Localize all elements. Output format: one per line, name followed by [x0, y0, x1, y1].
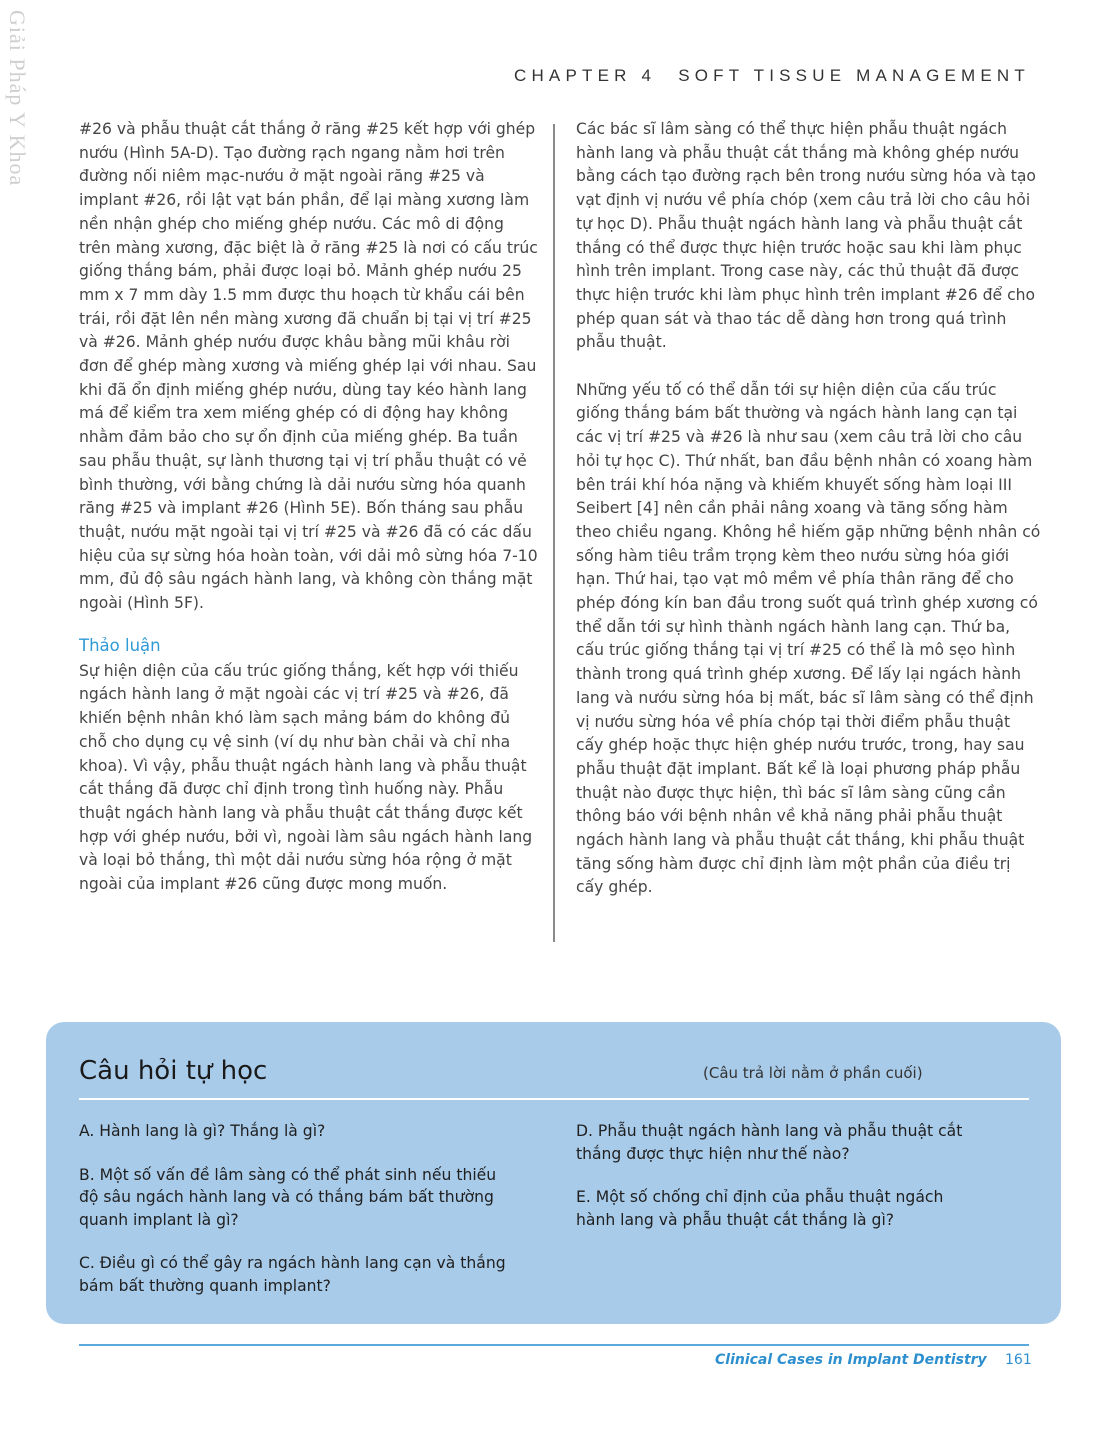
left-column — [79, 118, 539, 897]
self-study-divider — [79, 1098, 1029, 1100]
body-paragraph: Các bác sĩ lâm sàng có thể thực hiện phẫu thuật ngách hành lang và phẫu thuật cắt thắng mà không ghép nướu bằng cách tạo đường rạch bên trong nướu sừng hóa và tạo vạt định vị nướu về phía chóp (xem câu trả lời cho câu hỏi tự học D). Phẫu thuật ngách hành lang và phẫu thuật cắt thắng có thể được thực hiện trước hoặc sau khi làm phục hình trên implant. Trong case này, các thủ thuật đã được thực hiện trước khi làm phục hình trên implant #26 để cho phép quan sát và thao tác dễ dàng hơn trong quá trình phẫu thuật. — [576, 120, 1036, 352]
chapter-title: SOFT TISSUE MANAGEMENT — [678, 66, 1030, 85]
body-paragraph: Sự hiện diện của cấu trúc giống thắng, kết hợp với thiếu ngách hành lang ở mặt ngoài các vị trí #25 và #26, đã khiến bệnh nhân khó làm sạch mảng bám do không đủ chỗ cho dụng cụ vệ sinh (ví dụ như bàn chải và chỉ nha khoa). Vì vậy, phẫu thuật ngách hành lang và phẫu thuật cắt thắng đã được chỉ định trong tình huống này. Phẫu thuật ngách hành lang và phẫu thuật cắt thắng được kết hợp với ghép nướu, bởi vì, ngoài làm sâu ngách hành lang và loại bỏ thắng, thì một dải nướu sừng hóa rộng ở mặt ngoài của implant #26 cũng được mong muốn. — [79, 661, 533, 894]
question-item: B. Một số vấn đề lâm sàng có thể phát sinh nếu thiếu độ sâu ngách hành lang và có thắng bám bất thường quanh implant là gì? — [79, 1165, 497, 1229]
question-item: C. Điều gì có thể gây ra ngách hành lang cạn và thắng bám bất thường quanh implant? — [79, 1254, 506, 1295]
chapter-number: CHAPTER 4 — [513, 66, 657, 85]
body-paragraph: #26 và phẫu thuật cắt thắng ở răng #25 kết hợp với ghép nướu (Hình 5A-D). Tạo đường rạch ngang nằm hơi trên đường nối niêm mạc-nướu ở mặt ngoài răng #25 và implant #26, rồi lật vạt bán phần, để lại màng xương làm nền nhận ghép cho miếng ghép nướu. Các mô di động trên màng xương, đặc biệt là ở răng #25 là nơi có cấu trúc giống thắng bám, phải được loại bỏ. Mảnh ghép nướu 25 mm x 7 mm dày 1.5 mm được thu hoạch từ khẩu cái bên trái, rồi đặt lên nền màng xương đã chuẩn bị tại vị trí #25 và #26. Mảnh ghép nướu được khâu bằng mũi khâu rời đơn để ghép màng xương và miếng ghép lại với nhau. Sau khi đã ổn định miếng ghép nướu, dùng tay kéo hành lang má để kiểm tra xem miếng ghép có di động hay không nhằm đảm bảo cho sự ổn định của miếng ghép. Ba tuần sau phẫu thuật, sự lành thương tại vị trí phẫu thuật có vẻ bình thường, với bằng chứng là dải nướu sừng hóa quanh răng #25 và implant #26 (Hình 5E). Bốn tháng sau phẫu thuật, nướu mặt ngoài tại vị trí #25 và #26 đã có các dấu hiệu của sự sừng hóa hoàn toàn, với dải mô sừng hóa 7-10 mm, đủ độ sâu ngách hành lang, và không còn thắng mặt ngoài (Hình 5F). — [79, 120, 538, 613]
questions-right-column — [576, 1120, 966, 1252]
watermark-text: Giải Pháp Y Khoa — [5, 10, 30, 187]
footer-book-title: Clinical Cases in Implant Dentistry — [715, 1352, 987, 1368]
footer-divider — [79, 1344, 1029, 1346]
questions-left-column — [79, 1120, 509, 1318]
column-divider — [553, 124, 555, 942]
question-item: D. Phẫu thuật ngách hành lang và phẫu thuật cắt thắng được thực hiện như thế nào? — [576, 1122, 963, 1163]
self-study-box — [46, 1022, 1061, 1324]
chapter-header — [514, 66, 1030, 86]
right-column — [576, 118, 1042, 900]
page-number: 161 — [1005, 1352, 1032, 1368]
self-study-note: (Câu trả lời nằm ở phần cuối) — [703, 1064, 923, 1082]
question-item: E. Một số chống chỉ định của phẫu thuật ngách hành lang và phẫu thuật cắt thắng là gì? — [576, 1188, 944, 1229]
self-study-title: Câu hỏi tự học — [79, 1056, 268, 1086]
section-heading-discussion: Thảo luận — [79, 635, 161, 655]
body-paragraph: Những yếu tố có thể dẫn tới sự hiện diện của cấu trúc giống thắng bám bất thường và ngách hành lang cạn tại các vị trí #25 và #26 là như sau (xem câu trả lời cho câu hỏi tự học C). Thứ nhất, ban đầu bệnh nhân có xoang hàm bên trái khí hóa nặng và khiếm khuyết sống hàm loại III Seibert [4] nên cần phải nâng xoang và tăng sống hàm theo chiều ngang. Không hề hiếm gặp những bệnh nhân có sống hàm tiêu trầm trọng kèm theo nướu sừng hóa giới hạn. Thứ hai, tạo vạt mô mềm về phía thân răng để cho phép đóng kín ban đầu trong suốt quá trình ghép xương có thể dẫn tới sự hình thành ngách hành lang cạn. Thứ ba, cấu trúc giống thắng tại vị trí #25 có thể là mô sẹo hình thành trong quá trình ghép xương. Để lấy lại ngách hành lang và nướu sừng hóa bị mất, bác sĩ lâm sàng có thể định vị nướu sừng hóa về phía chóp tại thời điểm phẫu thuật cấy ghép hoặc thực hiện ghép nướu trước, trong, hay sau phẫu thuật đặt implant. Bất kể là loại phương pháp phẫu thuật nào được thực hiện, thì bác sĩ lâm sàng cũng cần thông báo với bệnh nhân về khả năng phải phẫu thuật ngách hành lang và phẫu thuật cắt thắng, khi phẫu thuật tăng sống hàm được chỉ định làm một phần của điều trị cấy ghép. — [576, 380, 1041, 897]
question-item: A. Hành lang là gì? Thắng là gì? — [79, 1122, 326, 1140]
